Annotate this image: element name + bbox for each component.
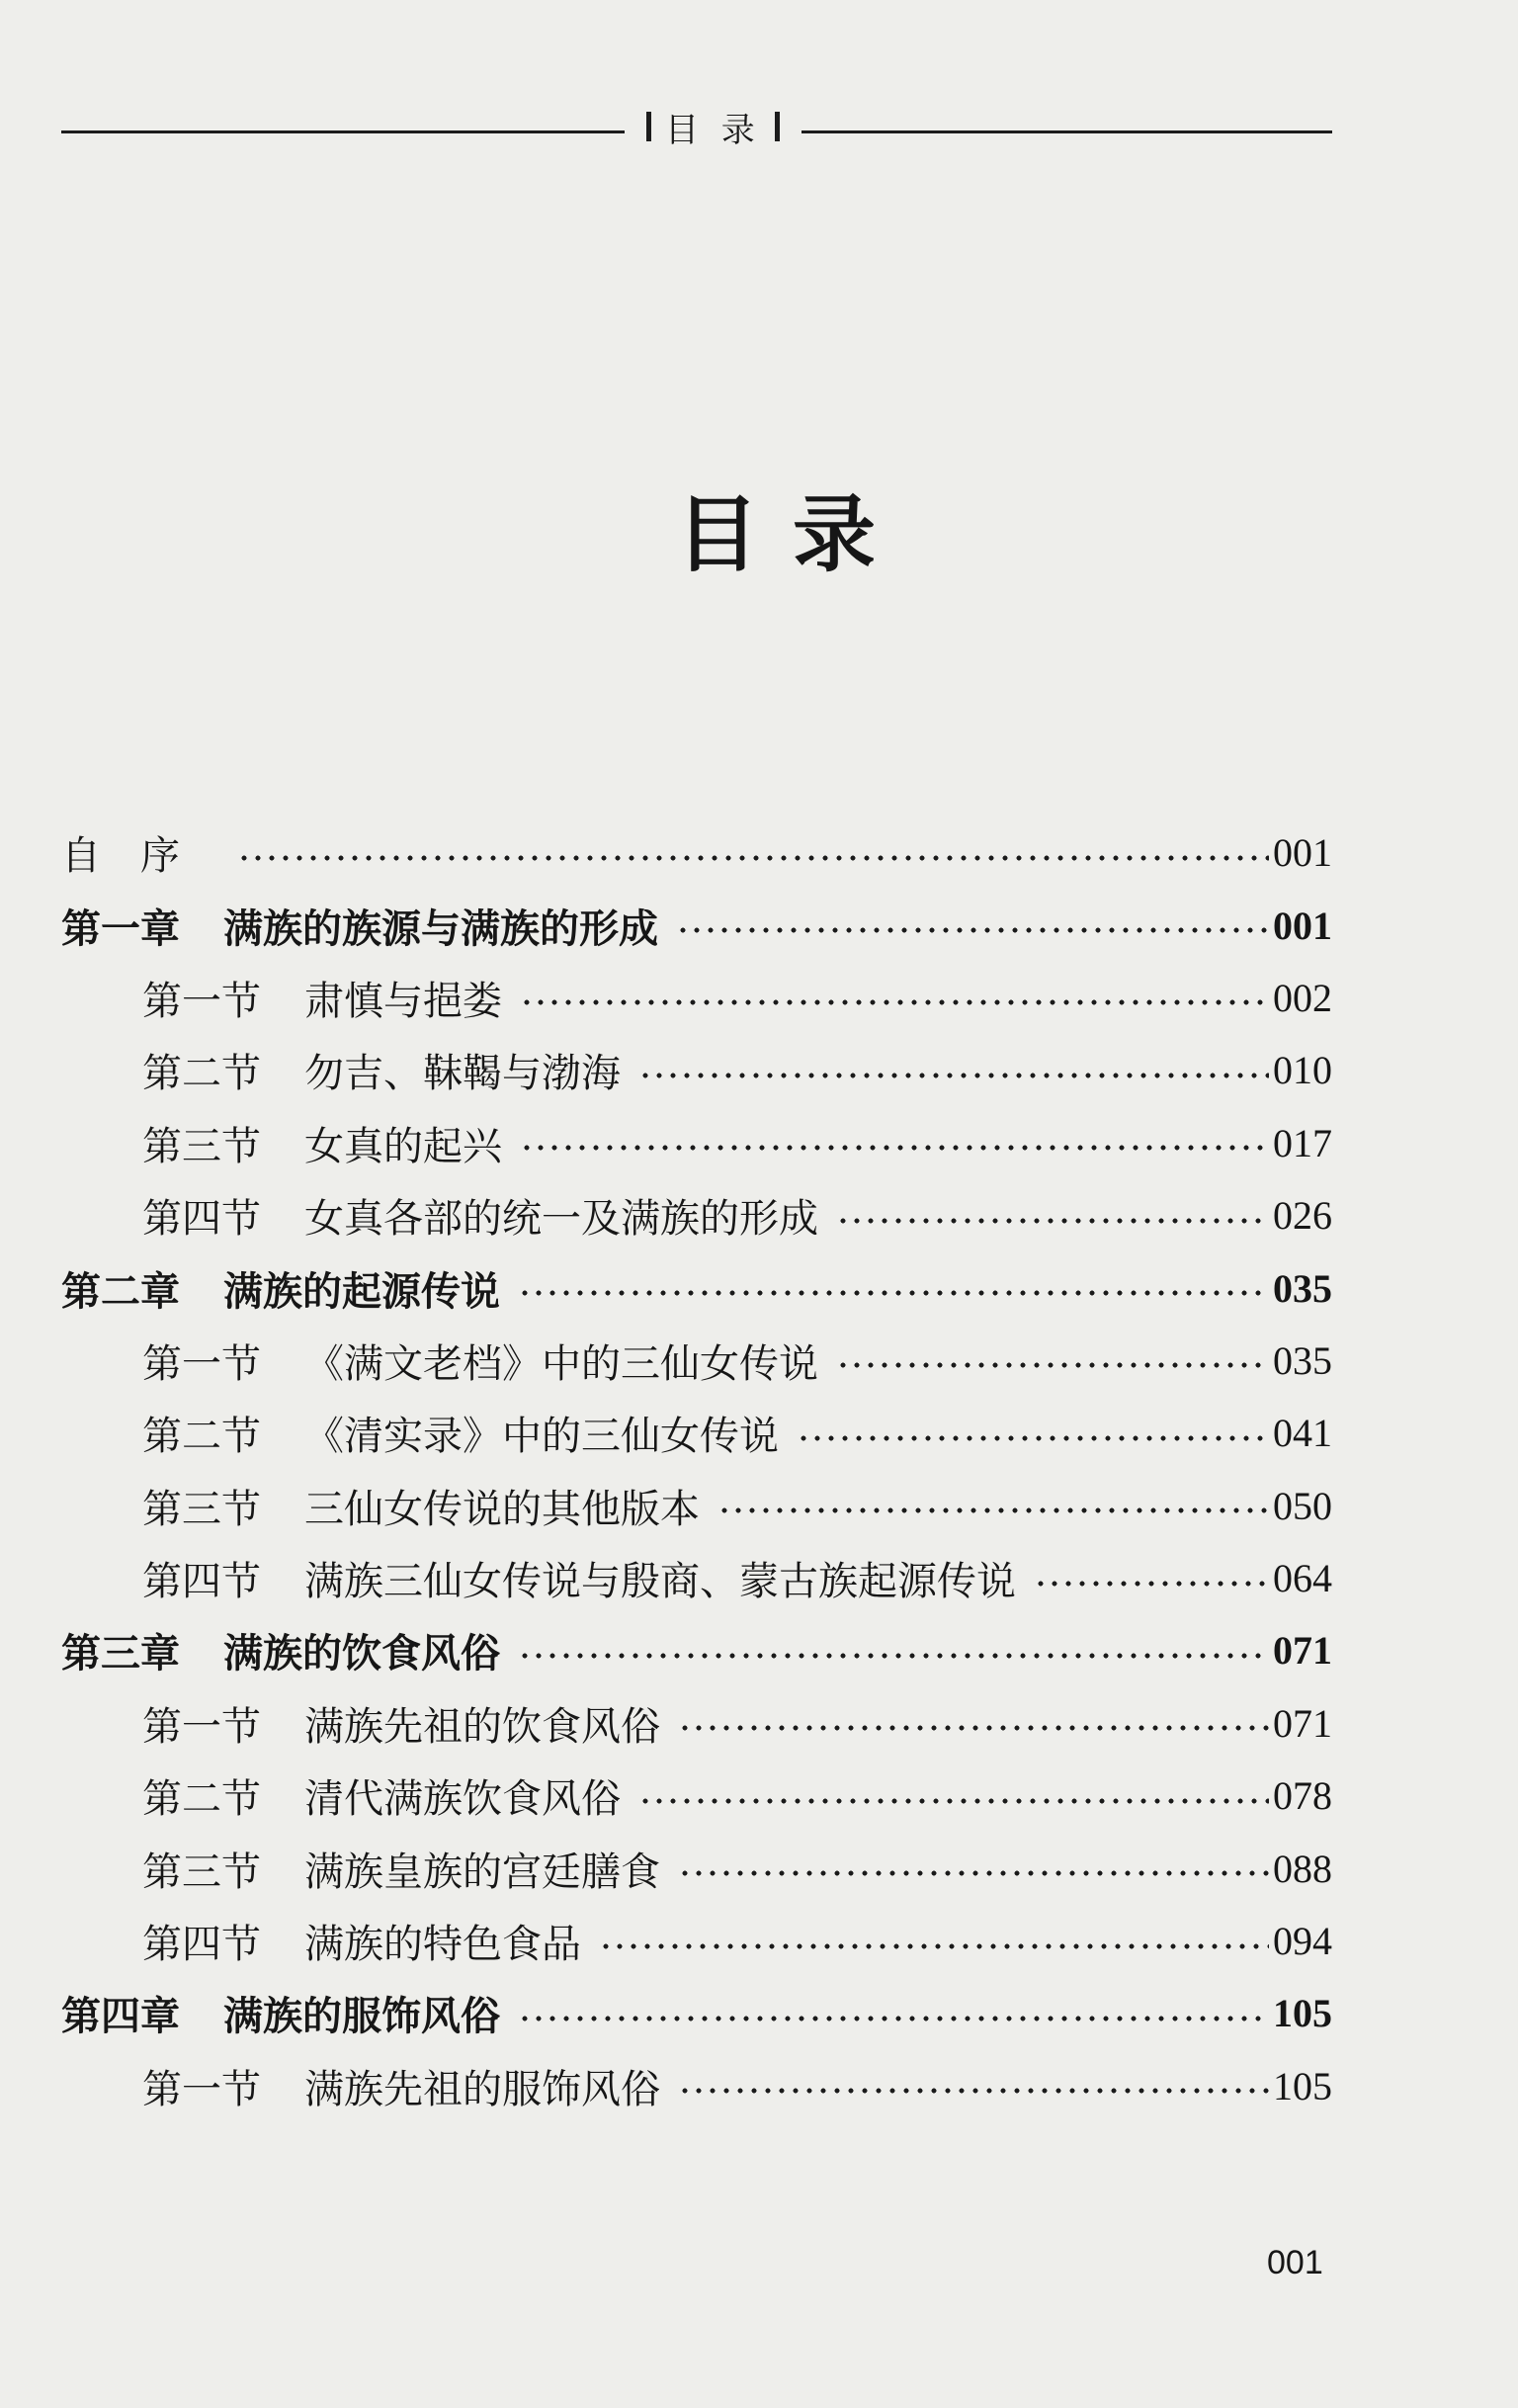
toc-section-entry <box>61 1397 1332 1469</box>
toc-section-entry <box>61 1905 1332 1977</box>
toc-section-entry <box>61 1542 1332 1614</box>
toc-entry-page: 017 <box>1273 1120 1332 1165</box>
dot-leader <box>678 2085 1269 2097</box>
toc-entry-title: 满族的饮食风俗 <box>223 1630 500 1677</box>
toc-entry-title: 满族的族源与满族的形成 <box>223 904 658 952</box>
toc-entry-page: 071 <box>1273 1628 1332 1674</box>
header-bar-right <box>775 112 780 141</box>
toc-entry-page: 094 <box>1273 1919 1332 1964</box>
dot-leader <box>797 1432 1269 1444</box>
toc-entry-label: 第一章 <box>61 904 180 952</box>
toc-entry-title: 满族三仙女传说与殷商、蒙古族起源传说 <box>304 1559 1016 1605</box>
toc-section-entry <box>61 1832 1332 1904</box>
header-bar-left <box>646 112 651 141</box>
toc-entry-title: 清代满族饮食风俗 <box>304 1776 621 1823</box>
toc-entry-label: 第二节 <box>142 1414 261 1460</box>
toc-entry-page: 035 <box>1273 1265 1332 1311</box>
toc-entry-page: 001 <box>1273 830 1332 876</box>
toc-entry-page: 041 <box>1273 1411 1332 1456</box>
toc-section-entry <box>61 1179 1332 1251</box>
toc-entry-label: 第四节 <box>142 1559 261 1605</box>
toc-section-entry <box>61 1470 1332 1542</box>
toc-entry-title: 《满文老档》中的三仙女传说 <box>304 1340 818 1387</box>
toc-entry-label: 第二节 <box>142 1051 261 1097</box>
toc-entry-title: 三仙女传说的其他版本 <box>304 1486 700 1532</box>
dot-leader <box>518 1287 1269 1299</box>
toc-section-entry <box>61 1687 1332 1760</box>
dot-leader <box>599 1940 1269 1952</box>
toc-entry-page: 071 <box>1273 1700 1332 1746</box>
dot-leader <box>518 1650 1269 1662</box>
toc-chapter-entry <box>61 889 1332 961</box>
toc-entry-page: 105 <box>1273 1991 1332 2036</box>
toc-entry-label: 第一节 <box>142 978 261 1024</box>
toc-entry-label: 第三章 <box>61 1630 180 1677</box>
dot-leader <box>678 1867 1269 1879</box>
dot-leader <box>678 1722 1269 1734</box>
dot-leader <box>638 1795 1269 1807</box>
dot-leader <box>836 1215 1269 1227</box>
toc-entry-title: 勿吉、靺鞨与渤海 <box>304 1051 621 1097</box>
dot-leader <box>638 1070 1269 1081</box>
toc-entry-page: 064 <box>1273 1556 1332 1601</box>
toc-entry-label: 第一节 <box>142 2066 261 2112</box>
toc-section-entry <box>61 962 1332 1034</box>
toc-preface-entry <box>61 817 1332 889</box>
running-header-label <box>625 103 801 150</box>
toc-entry-label: 第三节 <box>142 1486 261 1532</box>
toc-section-entry <box>61 2050 1332 2122</box>
toc-entry-label: 第四节 <box>142 1196 261 1243</box>
dot-leader <box>520 996 1269 1008</box>
toc-entry-label: 第二章 <box>61 1267 180 1315</box>
dot-leader <box>518 2013 1269 2024</box>
toc-entry-page: 105 <box>1273 2063 1332 2108</box>
toc-entry-page: 002 <box>1273 975 1332 1020</box>
dot-leader <box>836 1359 1269 1371</box>
toc-entry-label: 第二节 <box>142 1776 261 1823</box>
toc-section-entry <box>61 1034 1332 1106</box>
toc-entry-title: 女真各部的统一及满族的形成 <box>304 1196 818 1243</box>
toc-chapter-entry <box>61 1251 1332 1324</box>
toc-chapter-entry <box>61 1614 1332 1686</box>
toc-entry-label: 第三节 <box>142 1123 261 1169</box>
dot-leader <box>717 1505 1269 1516</box>
running-title: 目 录 <box>665 110 761 150</box>
toc-entry-title: 满族先祖的服饰风俗 <box>304 2066 660 2112</box>
toc-entry-title: 满族的起源传说 <box>223 1267 500 1315</box>
table-of-contents <box>61 817 1332 2122</box>
toc-entry-title: 满族的服饰风俗 <box>223 1993 500 2040</box>
toc-entry-label: 第三节 <box>142 1849 261 1895</box>
toc-entry-title: 《清实录》中的三仙女传说 <box>304 1414 779 1460</box>
dot-leader <box>237 852 1269 864</box>
dot-leader <box>676 924 1269 936</box>
toc-entry-label: 第四章 <box>61 1993 180 2040</box>
toc-section-entry <box>61 1760 1332 1832</box>
toc-entry-title: 女真的起兴 <box>304 1123 502 1169</box>
toc-entry-page: 010 <box>1273 1048 1332 1093</box>
toc-entry-page: 035 <box>1273 1337 1332 1383</box>
toc-entry-label: 第四节 <box>142 1922 261 1968</box>
toc-entry-page: 088 <box>1273 1846 1332 1891</box>
toc-entry-title: 肃慎与挹娄 <box>304 978 502 1024</box>
running-header <box>61 103 1332 150</box>
toc-entry-title: 满族的特色食品 <box>304 1922 581 1968</box>
toc-chapter-entry <box>61 1977 1332 2049</box>
toc-entry-title: 满族皇族的宫廷膳食 <box>304 1849 660 1895</box>
toc-section-entry <box>61 1107 1332 1179</box>
toc-entry-title: 满族先祖的饮食风俗 <box>304 1703 660 1750</box>
toc-entry-page: 050 <box>1273 1483 1332 1528</box>
toc-entry-label: 第一节 <box>142 1703 261 1750</box>
dot-leader <box>520 1142 1269 1154</box>
toc-entry-page: 026 <box>1273 1193 1332 1239</box>
toc-entry-label: 自序 <box>61 833 219 880</box>
toc-section-entry <box>61 1325 1332 1397</box>
page-number: 001 <box>1267 2244 1323 2281</box>
dot-leader <box>1034 1578 1269 1590</box>
toc-entry-label: 第一节 <box>142 1340 261 1387</box>
toc-entry-page: 078 <box>1273 1773 1332 1819</box>
page-title: 目录 <box>675 485 909 583</box>
toc-entry-page: 001 <box>1273 903 1332 948</box>
